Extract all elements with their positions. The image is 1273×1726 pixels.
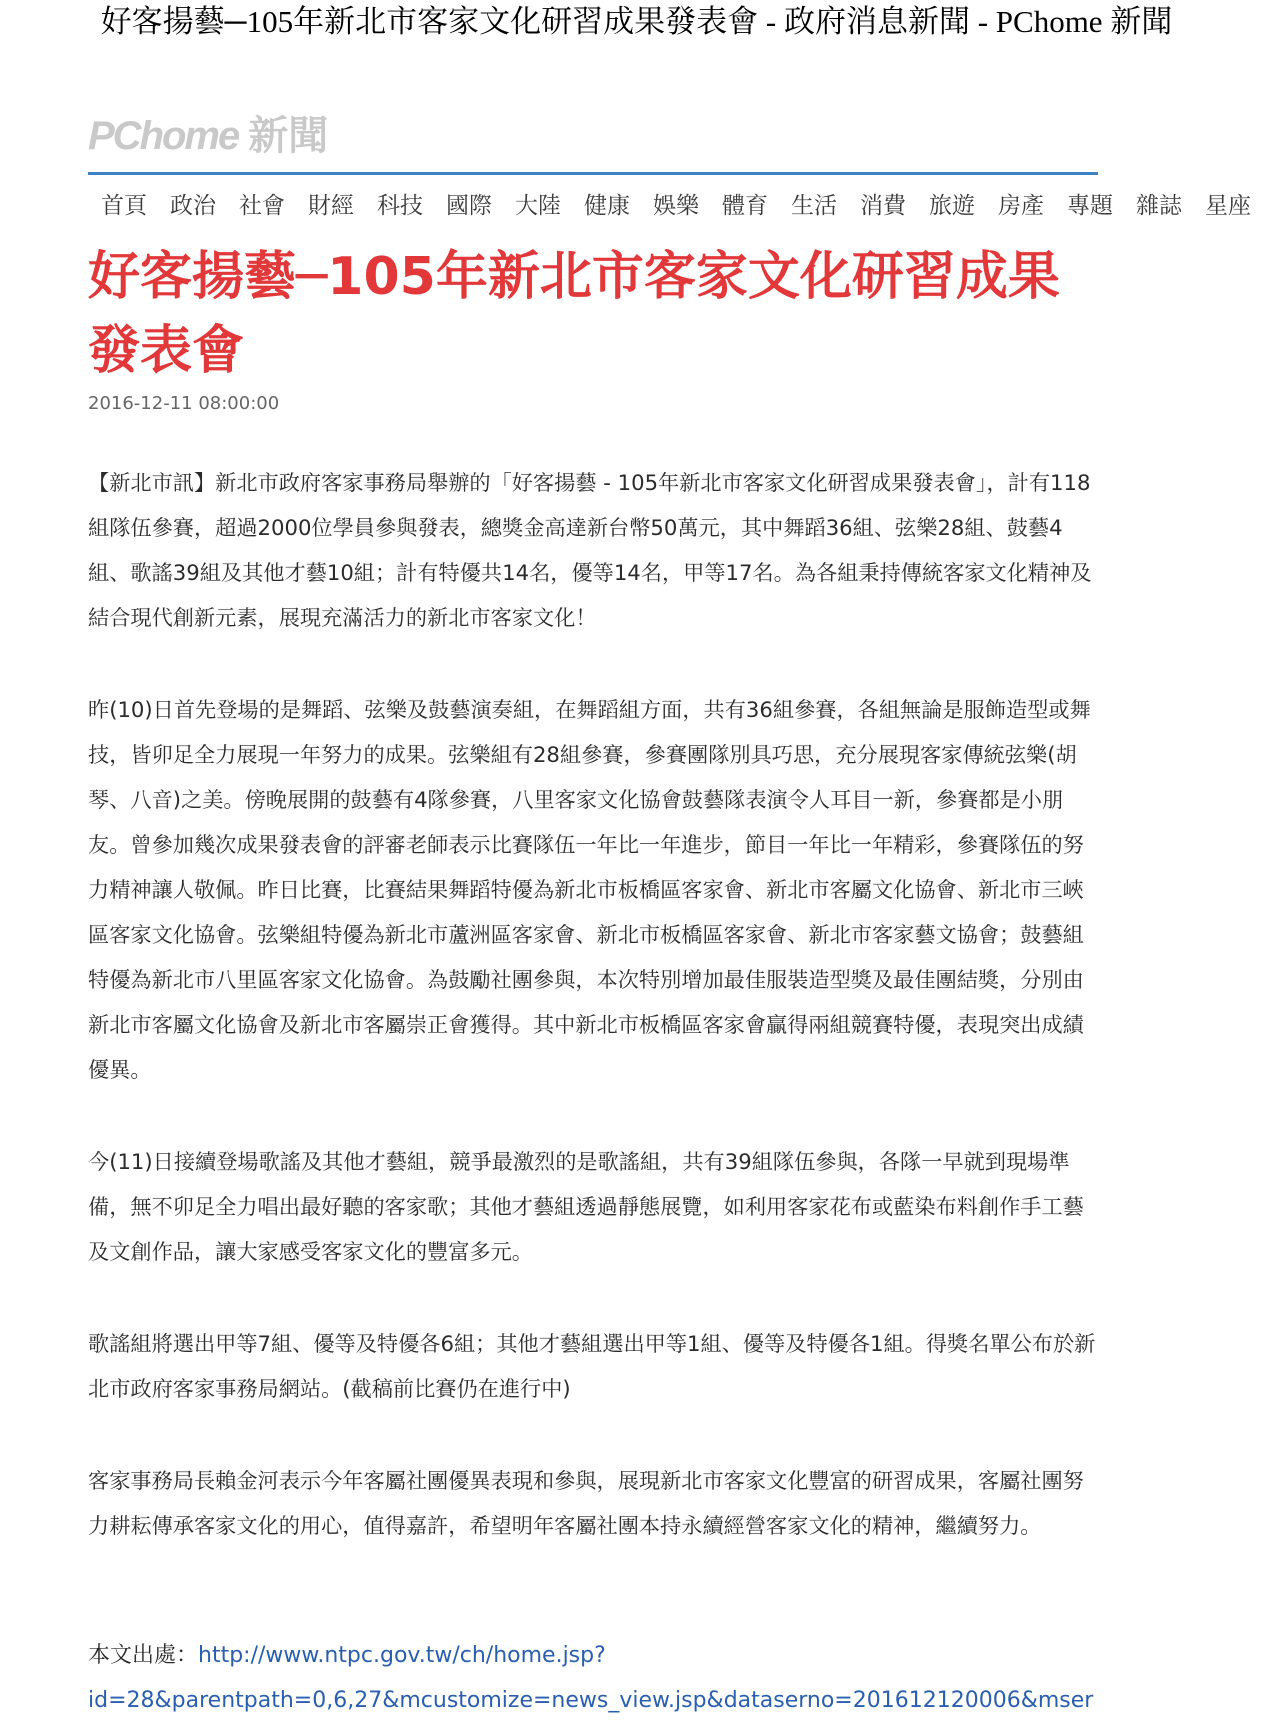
article-body (88, 460, 1098, 1595)
article-paragraph: 歌謠組將選出甲等7組、優等及特優各6組；其他才藝組選出甲等1組、優等及特優各1組。得獎名單公布於新北市政府客家事務局網站。(截稿前比賽仍在進行中) (88, 1331, 1096, 1401)
article-date: 2016-12-11 08:00:00 (88, 393, 280, 414)
source-label: 本文出處： (88, 1643, 199, 1668)
logo-section: 新聞 (248, 113, 329, 159)
article-paragraph: 今(11)日接續登場歌謠及其他才藝組，競爭最激烈的是歌謠組，共有39組隊伍參與，各隊一早就到現場準備，無不卯足全力唱出最好聽的客家歌；其他才藝組透過靜態展覽，如利用客家花布或藍染布料創作手工藝及文創作品，讓大家感受客家文化的豐富多元。 (88, 1149, 1084, 1264)
nav-item-home[interactable]: 首頁 (101, 193, 147, 219)
logo-brand: PChome (88, 114, 239, 158)
nav-item-politics[interactable]: 政治 (170, 193, 216, 219)
nav-item-society[interactable]: 社會 (239, 193, 285, 219)
pchome-news-logo[interactable] (88, 110, 328, 158)
nav-item-horoscope[interactable]: 星座 (1205, 193, 1251, 219)
article-paragraph: 【新北市訊】新北市政府客家事務局舉辦的「好客揚藝 - 105年新北市客家文化研習成果發表會」，計有118組隊伍參賽，超過2000位學員參與發表，總獎金高達新台幣50萬元，其中舞蹈36組、弦樂28組、鼓藝4組、歌謠39組及其他才藝10組；計有特優共14名，優等14名，甲等17名。為各組秉持傳統客家文化精神及結合現代創新元素，展現充滿活力的新北市客家文化！ (88, 470, 1092, 630)
nav-item-international[interactable]: 國際 (446, 193, 492, 219)
nav-item-features[interactable]: 專題 (1067, 193, 1113, 219)
header-divider (88, 172, 1098, 175)
nav-item-life[interactable]: 生活 (791, 193, 837, 219)
nav-item-sports[interactable]: 體育 (722, 193, 768, 219)
nav-item-travel[interactable]: 旅遊 (929, 193, 975, 219)
source-link[interactable]: http://www.ntpc.gov.tw/ch/home.jsp? (198, 1643, 606, 1668)
category-nav (101, 190, 1273, 222)
nav-item-real-estate[interactable]: 房產 (998, 193, 1044, 219)
article-headline: 好客揚藝─105年新北市客家文化研習成果發表會 (88, 247, 1060, 381)
article-paragraph: 昨(10)日首先登場的是舞蹈、弦樂及鼓藝演奏組，在舞蹈組方面，共有36組參賽，各組無論是服飾造型或舞技，皆卯足全力展現一年努力的成果。弦樂組有28組參賽，參賽團隊別具巧思，充分展現客家傳統弦樂(胡琴、八音)之美。傍晚展開的鼓藝有4隊參賽，八里客家文化協會鼓藝隊表演令人耳目一新，參賽都是小朋友。曾參加幾次成果發表會的評審老師表示比賽隊伍一年比一年進步，節目一年比一年精彩，參賽隊伍的努力精神讓人敬佩。昨日比賽，比賽結果舞蹈特優為新北市板橋區客家會、新北市客屬文化協會、新北市三峽區客家文化協會。弦樂組特優為新北市蘆洲區客家會、新北市板橋區客家會、新北市客家藝文協會；鼓藝組特優為新北市八里區客家文化協會。為鼓勵社團參與，本次特別增加最佳服裝造型獎及最佳團結獎，分別由新北市客屬文化協會及新北市客屬崇正會獲得。其中新北市板橋區客家會贏得兩組競賽特優，表現突出成績優異。 (88, 697, 1091, 1082)
nav-item-magazine[interactable]: 雜誌 (1136, 193, 1182, 219)
nav-item-tech[interactable]: 科技 (377, 193, 423, 219)
article-source (88, 1633, 1268, 1723)
nav-item-entertainment[interactable]: 娛樂 (653, 193, 699, 219)
print-header-title: 好客揚藝─105年新北市客家文化研習成果發表會 - 政府消息新聞 - PChome 新聞 (100, 4, 1173, 39)
nav-item-finance[interactable]: 財經 (308, 193, 354, 219)
article-paragraph: 客家事務局長賴金河表示今年客屬社團優異表現和參與，展現新北市客家文化豐富的研習成果，客屬社團努力耕耘傳承客家文化的用心，值得嘉許，希望明年客屬社團本持永續經營客家文化的精神，繼續努力。 (88, 1468, 1084, 1538)
source-link-continued[interactable]: id=28&parentpath=0,6,27&mcustomize=news_view.jsp&dataserno=201612120006&mser (88, 1688, 1094, 1713)
nav-item-health[interactable]: 健康 (584, 193, 630, 219)
nav-item-consumer[interactable]: 消費 (860, 193, 906, 219)
nav-item-china[interactable]: 大陸 (515, 193, 561, 219)
